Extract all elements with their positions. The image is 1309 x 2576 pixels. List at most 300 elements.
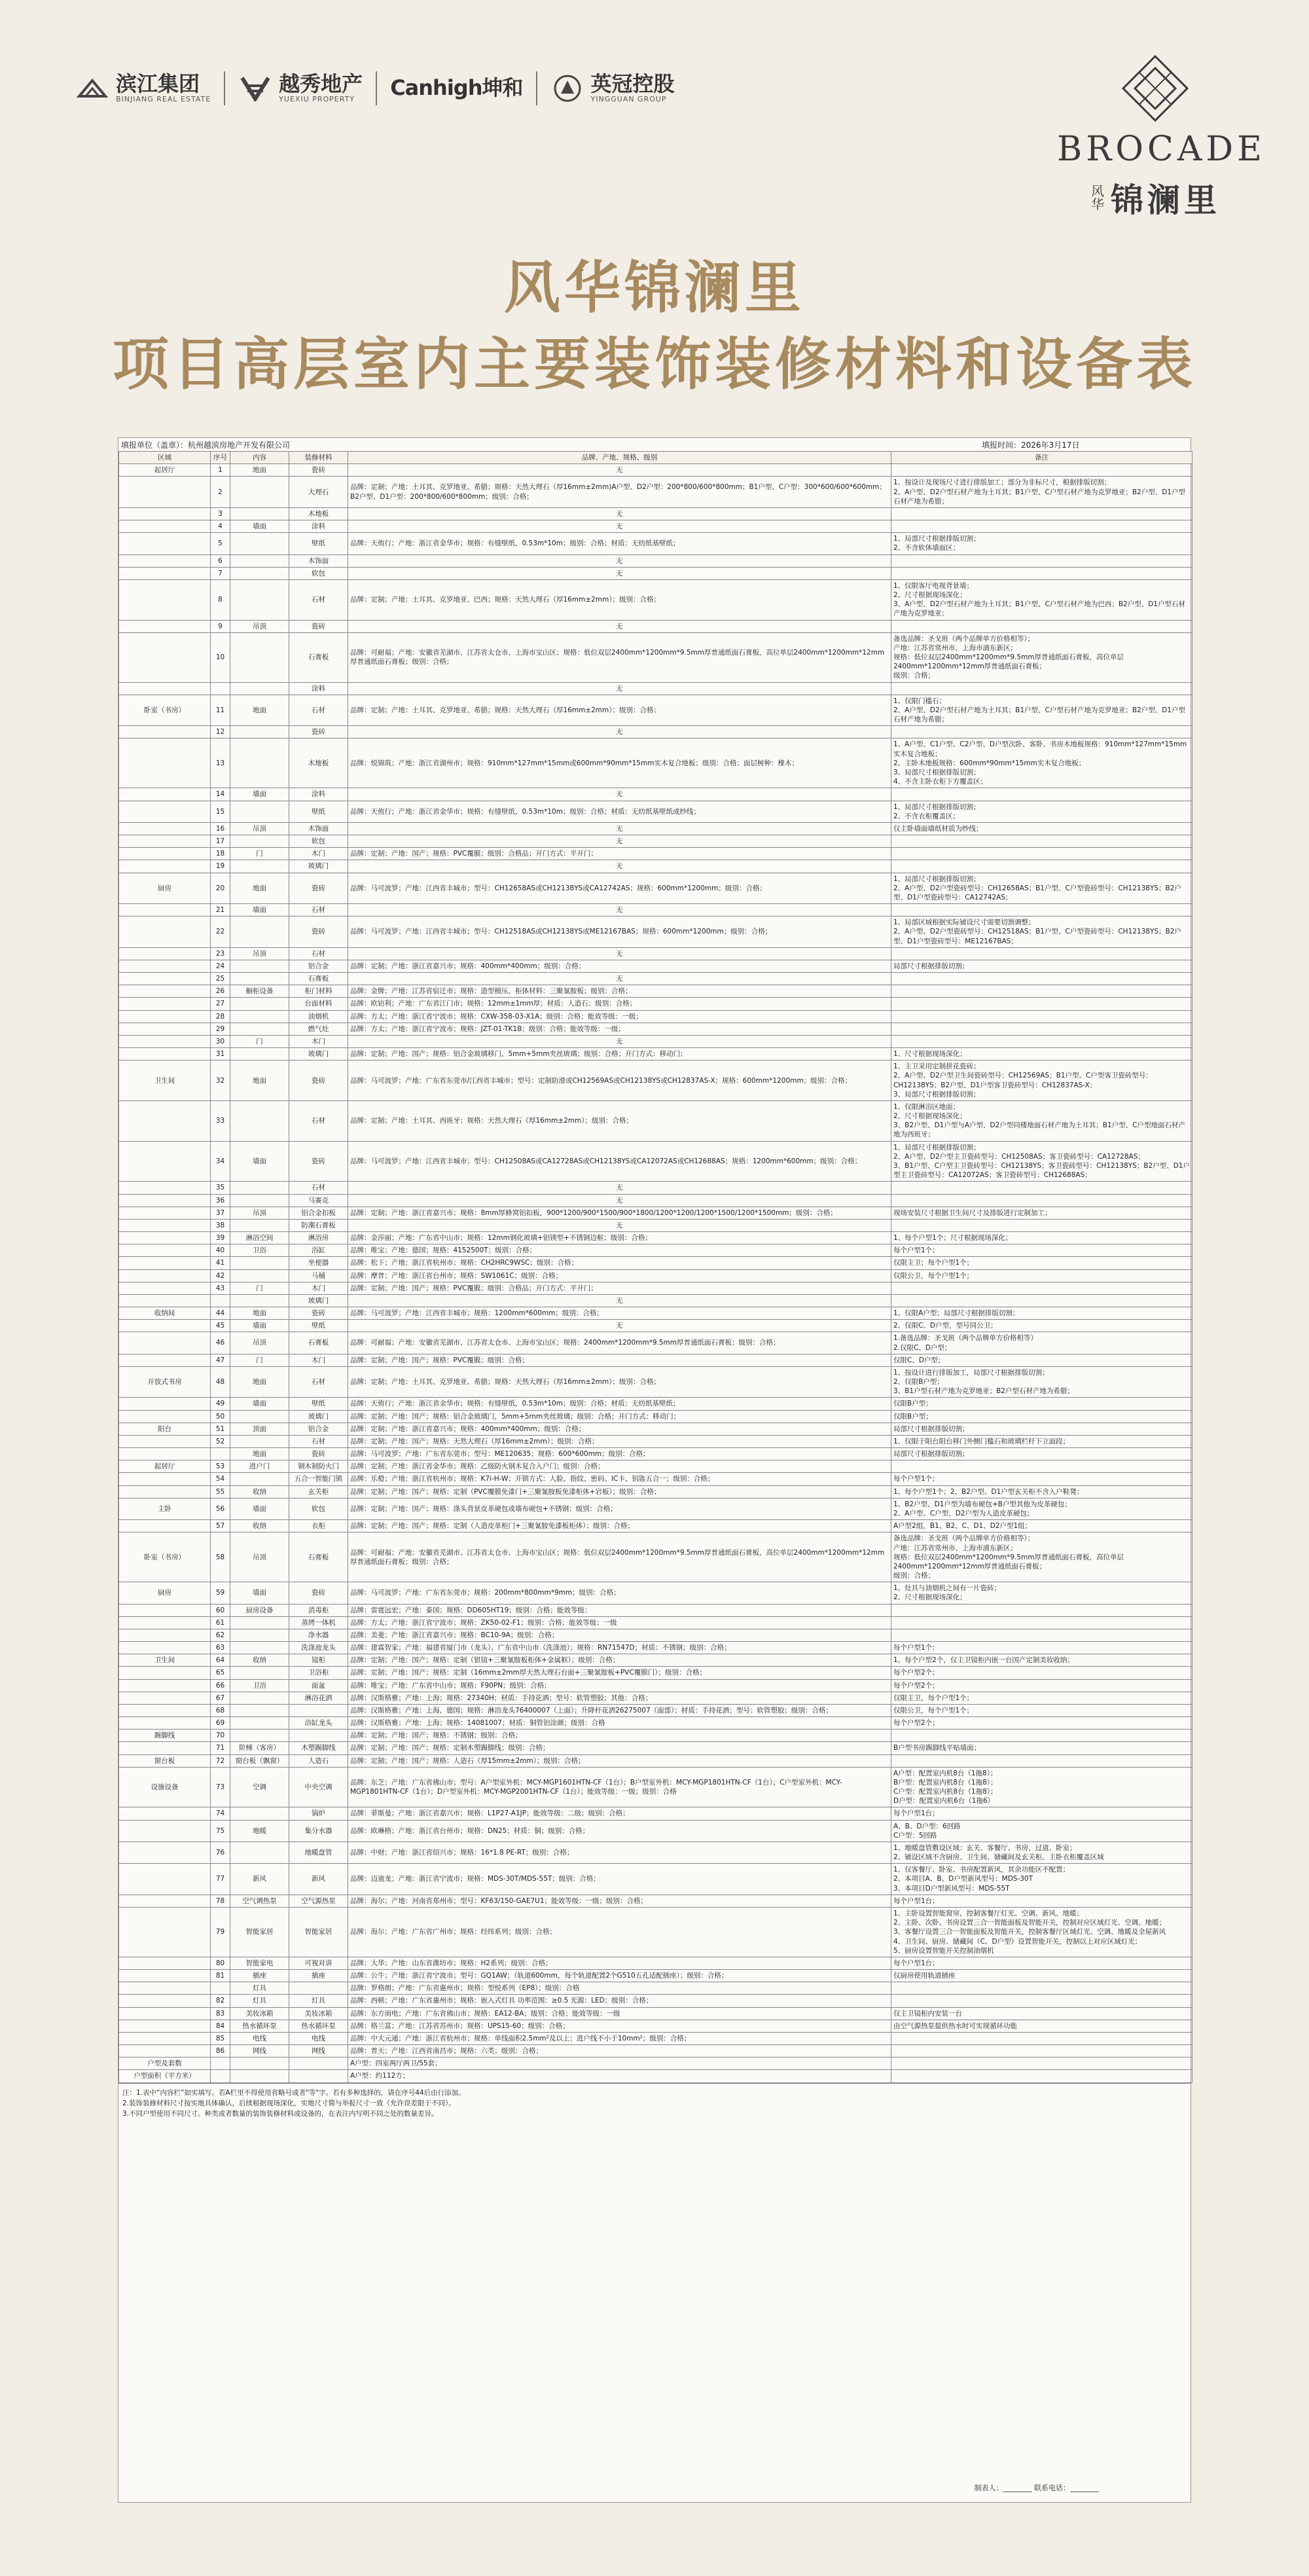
table-cell: 淋浴花洒 [289, 1692, 348, 1704]
table-cell: 无 [348, 567, 891, 579]
table-cell: 品牌：马可波罗；产地：江西省丰城市；规格：1200mm*600mm；级别：合格； [348, 1307, 891, 1320]
table-cell [891, 1754, 1192, 1767]
table-cell: 吊顶 [230, 1332, 289, 1354]
table-cell: 品牌：马可波罗；产地：江西省丰城市；型号：CH12658AS或CH12138YS或CA12742AS；规格：600mm*1200mm；级别：合格； [348, 873, 891, 904]
table-cell [119, 1679, 211, 1692]
table-row [119, 726, 1192, 738]
table-cell: 涂料 [289, 788, 348, 801]
table-cell [891, 860, 1192, 873]
developer-logos [62, 62, 688, 115]
table-cell: 75 [211, 1820, 230, 1841]
table-cell: 39 [211, 1232, 230, 1244]
table-cell: 卫浴 [230, 1679, 289, 1692]
table-cell [230, 973, 289, 985]
table-cell: 马赛克 [289, 1194, 348, 1206]
column-header: 装修材料 [289, 452, 348, 464]
table-cell [119, 1354, 211, 1366]
table-cell: 主卧 [119, 1498, 211, 1519]
table-cell: 阳台 [119, 1423, 211, 1435]
table-cell: 1、仅限门槛石； 2、A户型、D2户型石材产地为土耳其；B1户型、C户型石材产地为克罗地亚；B2户型、D1户型石材产地为希腊； [891, 695, 1192, 726]
table-cell: 可视对讲 [289, 1957, 348, 1969]
table-cell: 卫生间 [119, 1654, 211, 1667]
logo-binjiang-name: 滨江集团 [116, 71, 200, 97]
table-cell: 壁纸 [289, 533, 348, 554]
table-cell [211, 1294, 230, 1307]
table-row [119, 1533, 1192, 1582]
table-cell [289, 2070, 348, 2082]
table-cell: 5 [211, 533, 230, 554]
table-cell: 镜柜 [289, 1654, 348, 1667]
table-cell: 网线 [230, 2045, 289, 2058]
table-row [119, 579, 1192, 620]
table-cell [119, 1473, 211, 1485]
table-cell: 局部尺寸根据排版切割； [891, 1423, 1192, 1435]
table-cell [891, 998, 1192, 1010]
table-cell [230, 1435, 289, 1447]
table-cell: 62 [211, 1629, 230, 1641]
table-cell: 地面 [230, 1448, 289, 1460]
logo-yuexiu-name: 越秀地产 [279, 71, 363, 97]
table-cell [119, 726, 211, 738]
table-cell: 石材 [289, 695, 348, 726]
table-cell: 3 [211, 507, 230, 520]
logo-yuexiu-sub: YUEXIU PROPERTY [279, 95, 355, 104]
table-cell: 墙面 [230, 1398, 289, 1410]
table-cell [119, 835, 211, 848]
table-row [119, 1995, 1192, 2007]
table-cell: 木门 [289, 1282, 348, 1294]
table-row [119, 567, 1192, 579]
table-cell [891, 1730, 1192, 1742]
table-row [119, 520, 1192, 533]
table-cell [211, 2058, 230, 2070]
table-cell: 33 [211, 1100, 230, 1141]
table-cell: 29 [211, 1023, 230, 1035]
table-cell: 每个户型2个； [891, 1679, 1192, 1692]
table-cell: 石材 [289, 904, 348, 916]
table-cell: 无 [348, 1035, 891, 1047]
table-row [119, 1616, 1192, 1629]
table-cell: 59 [211, 1582, 230, 1604]
table-cell: 品牌：定制；产地：国产；规格：铝合金玻璃移门，5mm+5mm夹丝玻璃；级别：合格；开门方式：移动门； [348, 1048, 891, 1061]
table-cell: 地暖盘管 [289, 1841, 348, 1863]
table-cell: 无 [348, 1182, 891, 1194]
table-cell [119, 1982, 211, 1995]
table-cell [119, 579, 211, 620]
table-cell: 86 [211, 2045, 230, 2058]
table-row [119, 2058, 1192, 2070]
table-cell: 1 [211, 464, 230, 477]
brand-small-chars: 风华 [1091, 183, 1104, 212]
table-cell: 石膏板 [289, 1533, 348, 1582]
yingguan-logo-icon [550, 75, 584, 101]
table-cell: 品牌：方太；产地：浙江省宁波市；规格：ZK50-02-F1；级别：合格；能效等级：一级 [348, 1616, 891, 1629]
table-row [119, 1320, 1192, 1332]
table-cell: 瓷砖 [289, 620, 348, 632]
table-cell [119, 1048, 211, 1061]
table-row [119, 1354, 1192, 1366]
table-cell: 空气源热泵 [289, 1895, 348, 1907]
table-cell: 1、灶具与油烟机之间有一片瓷砖； 2、尺寸根据现场深化； [891, 1582, 1192, 1604]
table-cell [119, 1232, 211, 1244]
table-cell: 局部尺寸根据排版切割； [891, 1448, 1192, 1460]
table-cell: 品牌：美菱；产地：浙江省嘉兴市；规格：BC10-9A；级别：合格； [348, 1629, 891, 1641]
table-row [119, 477, 1192, 508]
table-row [119, 2007, 1192, 2020]
table-cell: 收纳 [230, 1654, 289, 1667]
page-header [0, 0, 1309, 432]
materials-table [118, 451, 1192, 2083]
table-cell: 软包 [289, 835, 348, 848]
table-cell: 36 [211, 1194, 230, 1206]
table-cell: 橱柜设备 [230, 985, 289, 998]
table-cell: 69 [211, 1717, 230, 1730]
table-cell: 品牌：定制；产地：国产；规格：铝合金玻璃门，5mm+5mm夹丝玻璃；级别：合格；开门方式：移动门； [348, 1410, 891, 1423]
table-row [119, 916, 1192, 948]
table-cell: 56 [211, 1498, 230, 1519]
table-cell: 48 [211, 1366, 230, 1398]
table-cell: 空气调热泵 [230, 1895, 289, 1907]
logo-canhigh-name: Canhigh坤和 [390, 75, 523, 101]
table-cell: 地面 [230, 1307, 289, 1320]
table-cell [119, 947, 211, 960]
table-cell: 品牌：松下；产地：浙江省杭州市；规格：CH2HRC9WSC；级别：合格； [348, 1257, 891, 1269]
table-cell: 2、仅限C、D户型，型号同公卫； [891, 1320, 1192, 1332]
table-row [119, 1435, 1192, 1447]
table-cell: 木饰面 [289, 554, 348, 567]
table-cell: 1、局部区域根据实际铺设尺寸需要切割调整； 2、A户型、D2户型瓷砖型号：CH12518AS；B1户型、C户型瓷砖型号：CH12138YS；B2户型、D1户型瓷砖型号：ME12167BAS； [891, 916, 1192, 948]
table-cell: 每个户型1个； [891, 1473, 1192, 1485]
table-cell [230, 1629, 289, 1641]
table-row [119, 1667, 1192, 1679]
table-row [119, 1448, 1192, 1460]
table-cell [891, 835, 1192, 848]
table-cell: 品牌：马可波罗；产地：江西省丰城市；型号：CH12508AS或CA12728AS或CH12138YS或CA12072AS或CH12688AS；规格：1200mm*600mm；级别：合格； [348, 1141, 891, 1182]
table-cell: 插座 [289, 1970, 348, 1982]
table-cell [230, 507, 289, 520]
table-row [119, 1485, 1192, 1498]
table-row [119, 1269, 1192, 1282]
table-cell: 1、仅限于阳台阳台移门外侧门槛石和玻璃栏杆下立面段； [891, 1435, 1192, 1447]
table-cell: 1、尺寸根据现场深化； [891, 1048, 1192, 1061]
table-cell [230, 738, 289, 788]
table-cell: 68 [211, 1704, 230, 1716]
table-row [119, 2070, 1192, 2082]
table-cell: 品牌：可耐福；产地：安徽省芜湖市、江苏省太仓市、上海市宝山区；规格：2400mm*1200mm*9.5mm厚普通纸面石膏板；级别：合格； [348, 1332, 891, 1354]
table-cell: 地面 [230, 873, 289, 904]
table-cell: 51 [211, 1423, 230, 1435]
table-cell: 洗涤池龙头 [289, 1642, 348, 1654]
table-cell: B户型书房踢脚线平贴墙面； [891, 1742, 1192, 1754]
table-cell [119, 1448, 211, 1460]
table-cell: 每个户型1个； [891, 1642, 1192, 1654]
table-cell: 1、地暖盘管敷设区域：玄关、客餐厅、书房、过道、卧室； 2、铺设区域不含厨房、卫生间、储藏间及玄关柜、主卧衣柜覆盖区域 [891, 1841, 1192, 1863]
table-cell [119, 2007, 211, 2020]
table-cell: 每个户型1台； [891, 1895, 1192, 1907]
table-cell: 品牌：定制；产地：国产；规格：定制（16mm±2mm厚天然大理石台面+三聚氰胺板+PVC覆膜门）；级别：合格； [348, 1667, 891, 1679]
logo-binjiang-sub: BINJIANG REAL ESTATE [116, 95, 211, 104]
table-cell: 55 [211, 1485, 230, 1498]
table-cell: 53 [211, 1460, 230, 1473]
table-cell: 新风 [289, 1864, 348, 1895]
table-cell [891, 1982, 1192, 1995]
table-cell: 1、每个户型1个；尺寸根据现场深化； [891, 1232, 1192, 1244]
table-cell [891, 904, 1192, 916]
table-cell: A户型：配置室内机8台（1拖8）； B户型：配置室内机8台（1拖8）； C户型：配置室内机8台（1拖8）； D户型：配置室内机6台（1拖6） [891, 1767, 1192, 1807]
table-cell: 无 [348, 835, 891, 848]
table-cell [891, 507, 1192, 520]
table-cell: 41 [211, 1257, 230, 1269]
table-cell [230, 1667, 289, 1679]
table-cell [891, 1629, 1192, 1641]
table-cell: 1、局部尺寸根据排版切割； 2、不含软体墙面区； [891, 533, 1192, 554]
table-cell [230, 1010, 289, 1023]
table-cell: 每个户型1台； [891, 1807, 1192, 1820]
table-cell: 37 [211, 1206, 230, 1219]
table-cell: 品牌：天侑行；产地：浙江省金华市；规格：有缝壁纸，0.53m*10m；级别：合格；材质：无纺纸基壁纸或纱线； [348, 801, 891, 822]
table-cell: 13 [211, 738, 230, 788]
table-cell: 瓷砖 [289, 1061, 348, 1101]
table-cell: 品牌：定制；产地：国产；规格：人造石（厚15mm±2mm）；级别：合格； [348, 1754, 891, 1767]
table-cell: 64 [211, 1654, 230, 1667]
table-cell: A户型2组，B1、B2、C、D1、D2户型1组； [891, 1520, 1192, 1533]
table-cell: 品牌：可耐福；产地：安徽省芜湖市、江苏省太仓市、上海市宝山区；规格：低位双层2400mm*1200mm*9.5mm厚普通纸面石膏板，高位单层2400mm*1200mm*12mm厚普通纸面石膏板；级别：合格； [348, 632, 891, 682]
table-row [119, 788, 1192, 801]
table-cell: 石材 [289, 1435, 348, 1447]
table-cell: 品牌：定制；产地：土耳其、西班牙；规格：天然大理石（厚16mm±2mm）；级别：合格； [348, 1100, 891, 1141]
table-cell: 马桶 [289, 1269, 348, 1282]
table-cell: 瓷砖 [289, 726, 348, 738]
table-cell [891, 2070, 1192, 2082]
table-cell: 瓷砖 [289, 464, 348, 477]
table-cell: 80 [211, 1957, 230, 1969]
table-row [119, 822, 1192, 835]
table-row [119, 738, 1192, 788]
table-cell: 仅主卧墙面墙纸材质为纱线； [891, 822, 1192, 835]
table-cell: 品牌：西顿；产地：广东省惠州市；规格：嵌入式灯具 功率范围：≥0.5 光源：LED；级别：合格； [348, 1995, 891, 2007]
table-cell [119, 1704, 211, 1716]
table-cell: 油烟机 [289, 1010, 348, 1023]
table-cell [891, 1460, 1192, 1473]
table-cell [230, 1182, 289, 1194]
table-cell: 地暖 [230, 1820, 289, 1841]
table-row [119, 1692, 1192, 1704]
table-cell: 地面 [230, 695, 289, 726]
table-cell: 17 [211, 835, 230, 848]
table-row [119, 801, 1192, 822]
table-cell: 品牌：定制；产地：土耳其、克罗地亚、巴西；规格：天然大理石（厚16mm±2mm）；级别：合格； [348, 579, 891, 620]
table-row [119, 1048, 1192, 1061]
signature-line: 制表人：________ 联系电话：________ [974, 2484, 1099, 2492]
table-cell [230, 835, 289, 848]
table-row [119, 1100, 1192, 1141]
table-cell: 63 [211, 1642, 230, 1654]
table-row [119, 1410, 1192, 1423]
table-cell: 无 [348, 788, 891, 801]
table-cell: 72 [211, 1754, 230, 1767]
table-cell: 每个户型2个； [891, 1717, 1192, 1730]
table-row [119, 1010, 1192, 1023]
table-cell: 门 [230, 1354, 289, 1366]
table-cell: 1、局部尺寸根据排版切割； 2、A户型、D2户型瓷砖型号：CH12658AS；B1户型、C户型瓷砖型号：CH12138YS；B2户型、D1户型瓷砖型号：CA12742AS； [891, 873, 1192, 904]
table-cell: 净水器 [289, 1629, 348, 1641]
table-cell [119, 1332, 211, 1354]
table-cell: 品牌：汉斯格雅；产地：上海；规格：14081007；材质：铜管铝涂颜；级别：合格 [348, 1717, 891, 1730]
table-cell [230, 1023, 289, 1035]
table-cell [230, 2070, 289, 2082]
table-cell: 品牌：欧铂利；产地：广东省江门市；规格：12mm±1mm厚；材质：人造石；级别：合格； [348, 998, 891, 1010]
table-row [119, 2020, 1192, 2032]
table-cell [119, 620, 211, 632]
table-cell: 82 [211, 1995, 230, 2007]
table-cell: 品牌：定制；产地：国产；规格：PVC覆膜；级别：合格品；开门方式：平开门； [348, 1282, 891, 1294]
table-cell: 43 [211, 1282, 230, 1294]
logo-canhigh [377, 77, 535, 100]
table-cell [119, 1206, 211, 1219]
table-cell: 石材 [289, 947, 348, 960]
table-cell [289, 1730, 348, 1742]
table-cell: 19 [211, 860, 230, 873]
table-cell: 品牌：定制；产地：浙江省金华市；规格：乙级防火钢木复合入户门；级别：合格； [348, 1460, 891, 1473]
table-cell: 起居厅 [119, 464, 211, 477]
table-cell: 7 [211, 567, 230, 579]
table-cell: 壁纸 [289, 1320, 348, 1332]
table-row [119, 1908, 1192, 1957]
table-cell [230, 1269, 289, 1282]
table-cell: 20 [211, 873, 230, 904]
table-cell: 壁纸 [289, 1398, 348, 1410]
table-cell [119, 1182, 211, 1194]
table-row [119, 1820, 1192, 1841]
table-cell: 铝合金 [289, 960, 348, 972]
table-row [119, 1294, 1192, 1307]
table-cell: 网线 [289, 2045, 348, 2058]
column-header: 品牌、产地、规格、级别 [348, 452, 891, 464]
table-cell: 52 [211, 1435, 230, 1447]
table-cell [119, 682, 211, 695]
table-cell: 台面材料 [289, 998, 348, 1010]
table-cell [119, 1320, 211, 1332]
table-cell: 44 [211, 1307, 230, 1320]
table-cell: 钢木制防火门 [289, 1460, 348, 1473]
table-cell: 卫生间 [119, 1061, 211, 1101]
table-cell: 品牌：定制；产地：土耳其、克罗地亚、希腊；规格：天然大理石（厚16mm±2mm)A户型、D2户型：200*800/600*800mm；B1户型、C户型：300*600/600*600mm；B2户型、D1户型：200*800/600*800mm；级别：合格； [348, 477, 891, 508]
table-cell: 品牌：唯宝；产地：广东省中山市；规格：F90PN；级别：合格； [348, 1679, 891, 1692]
table-cell: 墙面 [230, 1320, 289, 1332]
table-cell: 收纳 [230, 1485, 289, 1498]
table-cell: 71 [211, 1742, 230, 1754]
logo-yingguan-name: 英冠控股 [590, 71, 675, 97]
table-row [119, 1582, 1192, 1604]
table-row [119, 554, 1192, 567]
table-cell [119, 533, 211, 554]
table-cell [289, 2058, 348, 2070]
table-cell [230, 2058, 289, 2070]
table-cell: 窗台板（飘窗） [230, 1754, 289, 1767]
table-row [119, 947, 1192, 960]
table-cell [230, 998, 289, 1010]
table-row [119, 2032, 1192, 2044]
table-cell [119, 1010, 211, 1023]
table-cell: 智能家居 [289, 1908, 348, 1957]
table-row [119, 1460, 1192, 1473]
table-cell [119, 1520, 211, 1533]
table-cell: 燃气灶 [289, 1023, 348, 1035]
table-cell: 品牌：建霖智家；产地：福建省厦门市（龙头）、广东省中山市（洗涤池）；规格：RN71547D；材质：不锈钢；级别：合格； [348, 1642, 891, 1654]
table-cell: 品牌：定制；产地：国产；规格：天然大理石（厚16mm±2mm）；级别：合格； [348, 1435, 891, 1447]
table-cell [230, 1100, 289, 1141]
table-row [119, 464, 1192, 477]
table-cell: 玻璃门 [289, 1410, 348, 1423]
table-cell: 12 [211, 726, 230, 738]
table-cell [891, 1023, 1192, 1035]
table-cell: 卫浴 [230, 1244, 289, 1257]
brand-chinese: 锦澜里 [1111, 181, 1221, 219]
table-cell: 21 [211, 904, 230, 916]
table-row [119, 1307, 1192, 1320]
table-row [119, 1244, 1192, 1257]
table-cell: 锅炉 [289, 1807, 348, 1820]
table-cell: 品牌：定制；产地：浙江省嘉兴市；规格：400mm*400mm；级别：合格； [348, 960, 891, 972]
table-cell: 柜门材料 [289, 985, 348, 998]
table-cell: 淋浴空间 [230, 1232, 289, 1244]
table-row [119, 1498, 1192, 1519]
table-cell: 品牌：摩普；产地：浙江省台州市；规格：SW1061C；级别：合格； [348, 1269, 891, 1282]
table-cell: 衣柜 [289, 1520, 348, 1533]
table-cell [119, 477, 211, 508]
table-cell: 石膏板 [289, 1332, 348, 1354]
table-cell: 每个户型2个； [891, 1667, 1192, 1679]
table-row [119, 1742, 1192, 1754]
table-cell [891, 985, 1192, 998]
table-cell: 14 [211, 788, 230, 801]
table-cell [119, 1219, 211, 1231]
table-cell [891, 2032, 1192, 2044]
table-cell [891, 1282, 1192, 1294]
column-header: 序号 [211, 452, 230, 464]
table-cell: 无 [348, 726, 891, 738]
table-cell: 品牌：中大元通；产地：浙江省杭州市；规格：单线面积2.5mm²及以上；进户线不小于10mm²；级别：合格； [348, 2032, 891, 2044]
table-cell: 6 [211, 554, 230, 567]
table-cell: 石材 [289, 1100, 348, 1141]
table-cell: 78 [211, 1895, 230, 1907]
table-cell [119, 632, 211, 682]
table-cell: 吊顶 [230, 620, 289, 632]
table-cell [891, 554, 1192, 567]
table-cell: 仅厨房使用轨道插座 [891, 1970, 1192, 1982]
table-cell: 67 [211, 1692, 230, 1704]
table-cell: 46 [211, 1332, 230, 1354]
table-cell [119, 1282, 211, 1294]
table-cell: 40 [211, 1244, 230, 1257]
table-cell: 品牌：可耐福；产地：安徽省芜湖市、江苏省太仓市、上海市宝山区；规格：低位双层2400mm*1200mm*9.5mm厚普通纸面石膏板，高位单层2400mm*1200mm*12mm厚普通纸面石膏板；级别：合格； [348, 1533, 891, 1582]
table-row [119, 1841, 1192, 1863]
table-cell: 9 [211, 620, 230, 632]
table-cell: 中央空调 [289, 1767, 348, 1807]
table-cell: 玻璃门 [289, 1048, 348, 1061]
table-cell: 每个户型1个； [891, 1244, 1192, 1257]
table-cell: 品牌：马可波罗；产地：广东省东莞市；型号：ME120635；规格：600*600mm；级别：合格； [348, 1448, 891, 1460]
table-cell [119, 567, 211, 579]
table-cell [119, 1864, 211, 1895]
table-row [119, 1864, 1192, 1895]
table-cell [119, 788, 211, 801]
table-cell [119, 1820, 211, 1841]
table-cell: 30 [211, 1035, 230, 1047]
table-row [119, 2045, 1192, 2058]
table-cell: 品牌：欧琳格；产地：浙江省台州市；规格：DN25；材质：铜；级别：合格； [348, 1820, 891, 1841]
table-row [119, 1423, 1192, 1435]
